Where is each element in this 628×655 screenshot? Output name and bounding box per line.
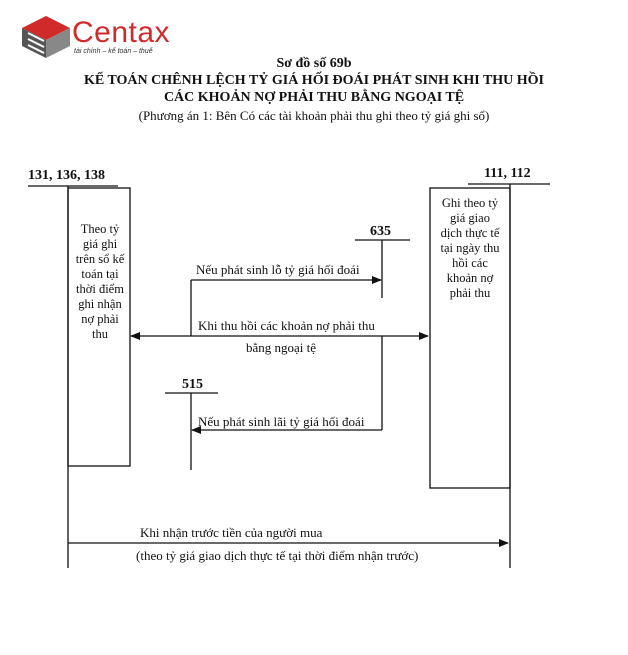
gain-flow-label: Nếu phát sinh lãi tỷ giá hối đoái [198, 414, 365, 429]
box-right-text: Ghi theo tỷ giá giao dịch thực tế tại ngày thu hồi các khoản nợ phải thu [440, 196, 500, 300]
account-635-label: 635 [370, 224, 391, 239]
diagram-number: Sơ đồ số 69b [276, 56, 352, 71]
loss-flow-label: Nếu phát sinh lỗ tỷ giá hối đoái [196, 262, 360, 277]
account-cash-label: 111, 112 [484, 166, 531, 181]
box-left-text: Theo tỷ giá ghi trên sổ kế toán tại thời điểm ghi nhận nợ phải thu [75, 222, 125, 341]
title-line-2: CÁC KHOẢN NỢ PHẢI THU BẰNG NGOẠI TỆ [163, 90, 465, 105]
advance-flow-label-1: Khi nhận trước tiền của người mua [140, 525, 323, 540]
title-line-1: KẾ TOÁN CHÊNH LỆCH TỶ GIÁ HỐI ĐOÁI PHÁT SINH KHI THU HỒI [83, 73, 545, 88]
advance-flow-label-2: (theo tỷ giá giao dịch thực tế tại thời điểm nhận trước) [136, 548, 419, 563]
logo-brand: Centax [72, 16, 171, 49]
logo-tagline: tài chính – kế toán – thuế [74, 48, 153, 55]
account-receivable-label: 131, 136, 138 [28, 168, 105, 183]
collect-flow-label-2: bằng ngoại tệ [246, 340, 317, 355]
account-515-label: 515 [182, 377, 203, 392]
collect-flow-label-1: Khi thu hồi các khoản nợ phải thu [198, 318, 375, 333]
subtitle: (Phương án 1: Bên Có các tài khoản phải thu ghi theo tỷ giá ghi sổ) [138, 108, 490, 123]
